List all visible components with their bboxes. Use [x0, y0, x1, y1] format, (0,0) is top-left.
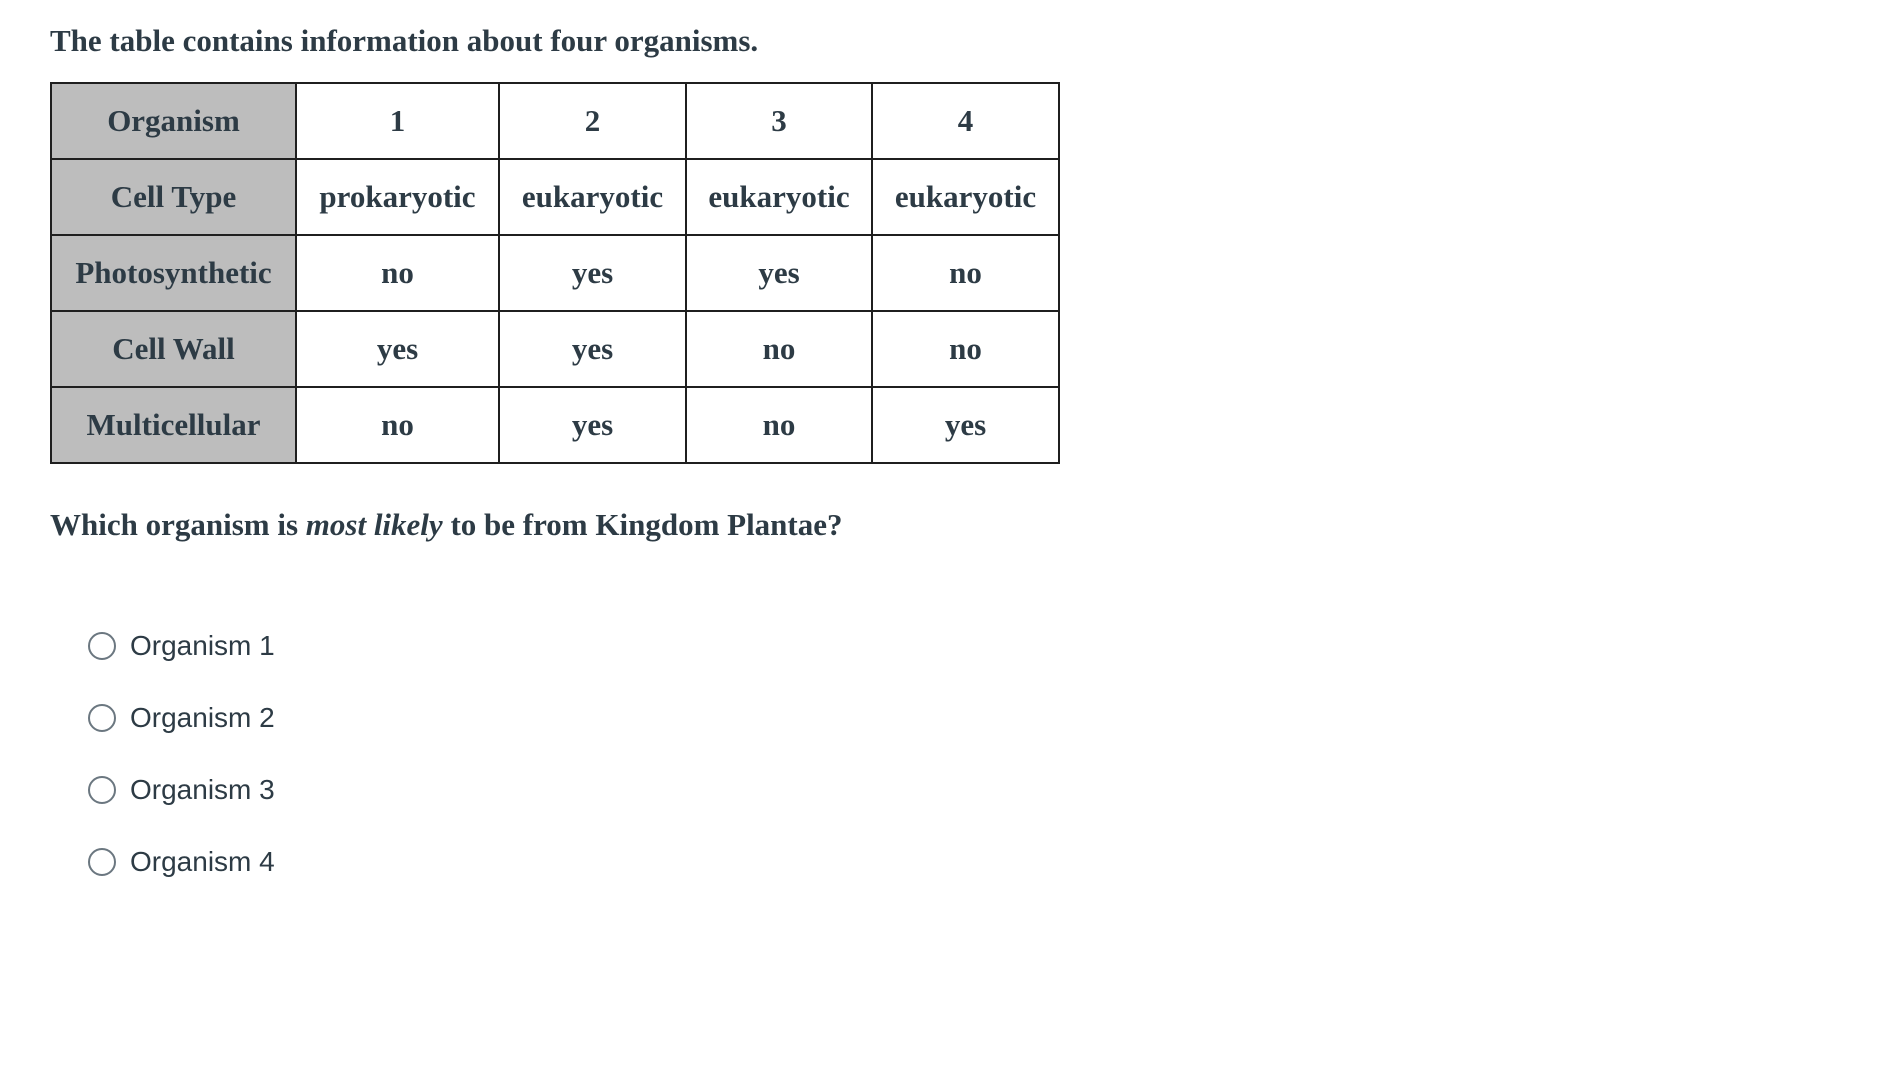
table-row [51, 387, 1059, 463]
answer-option-3[interactable] [88, 754, 1830, 826]
row-header: Multicellular [51, 387, 296, 463]
radio-button[interactable] [88, 704, 116, 732]
table-row [51, 235, 1059, 311]
row-header: Organism [51, 83, 296, 159]
organism-table [50, 82, 1060, 464]
answer-option-2[interactable] [88, 682, 1830, 754]
radio-button[interactable] [88, 632, 116, 660]
question-text [50, 504, 1830, 546]
answer-options [88, 610, 1830, 898]
table-cell: prokaryotic [296, 159, 499, 235]
table-cell: yes [499, 387, 686, 463]
question-emphasis: most likely [305, 507, 443, 542]
table-row [51, 159, 1059, 235]
table-cell: 1 [296, 83, 499, 159]
answer-option-4[interactable] [88, 826, 1830, 898]
answer-label[interactable]: Organism 2 [130, 702, 275, 733]
answer-label[interactable]: Organism 3 [130, 774, 275, 805]
answer-label[interactable]: Organism 1 [130, 630, 275, 661]
table-cell: yes [686, 235, 872, 311]
table-cell: no [872, 311, 1059, 387]
question-content [50, 20, 1830, 898]
row-header: Cell Wall [51, 311, 296, 387]
answer-label[interactable]: Organism 4 [130, 846, 275, 877]
answer-option-1[interactable] [88, 610, 1830, 682]
table-cell: 4 [872, 83, 1059, 159]
table-cell: eukaryotic [499, 159, 686, 235]
row-header: Photosynthetic [51, 235, 296, 311]
table-row [51, 311, 1059, 387]
table-cell: eukaryotic [686, 159, 872, 235]
table-cell: no [686, 387, 872, 463]
table-cell: yes [296, 311, 499, 387]
table-cell: no [686, 311, 872, 387]
table-cell: 3 [686, 83, 872, 159]
table-cell: no [296, 387, 499, 463]
table-cell: eukaryotic [872, 159, 1059, 235]
row-header: Cell Type [51, 159, 296, 235]
question-text-after: to be from Kingdom Plantae? [442, 507, 843, 542]
table-cell: no [296, 235, 499, 311]
table-cell: 2 [499, 83, 686, 159]
table-cell: yes [499, 311, 686, 387]
table-cell: yes [499, 235, 686, 311]
table-cell: yes [872, 387, 1059, 463]
radio-button[interactable] [88, 776, 116, 804]
intro-text: The table contains information about four organisms. [50, 23, 759, 58]
question-text-before: Which organism is [50, 507, 306, 542]
table-cell: no [872, 235, 1059, 311]
table-header-row [51, 83, 1059, 159]
radio-button[interactable] [88, 848, 116, 876]
